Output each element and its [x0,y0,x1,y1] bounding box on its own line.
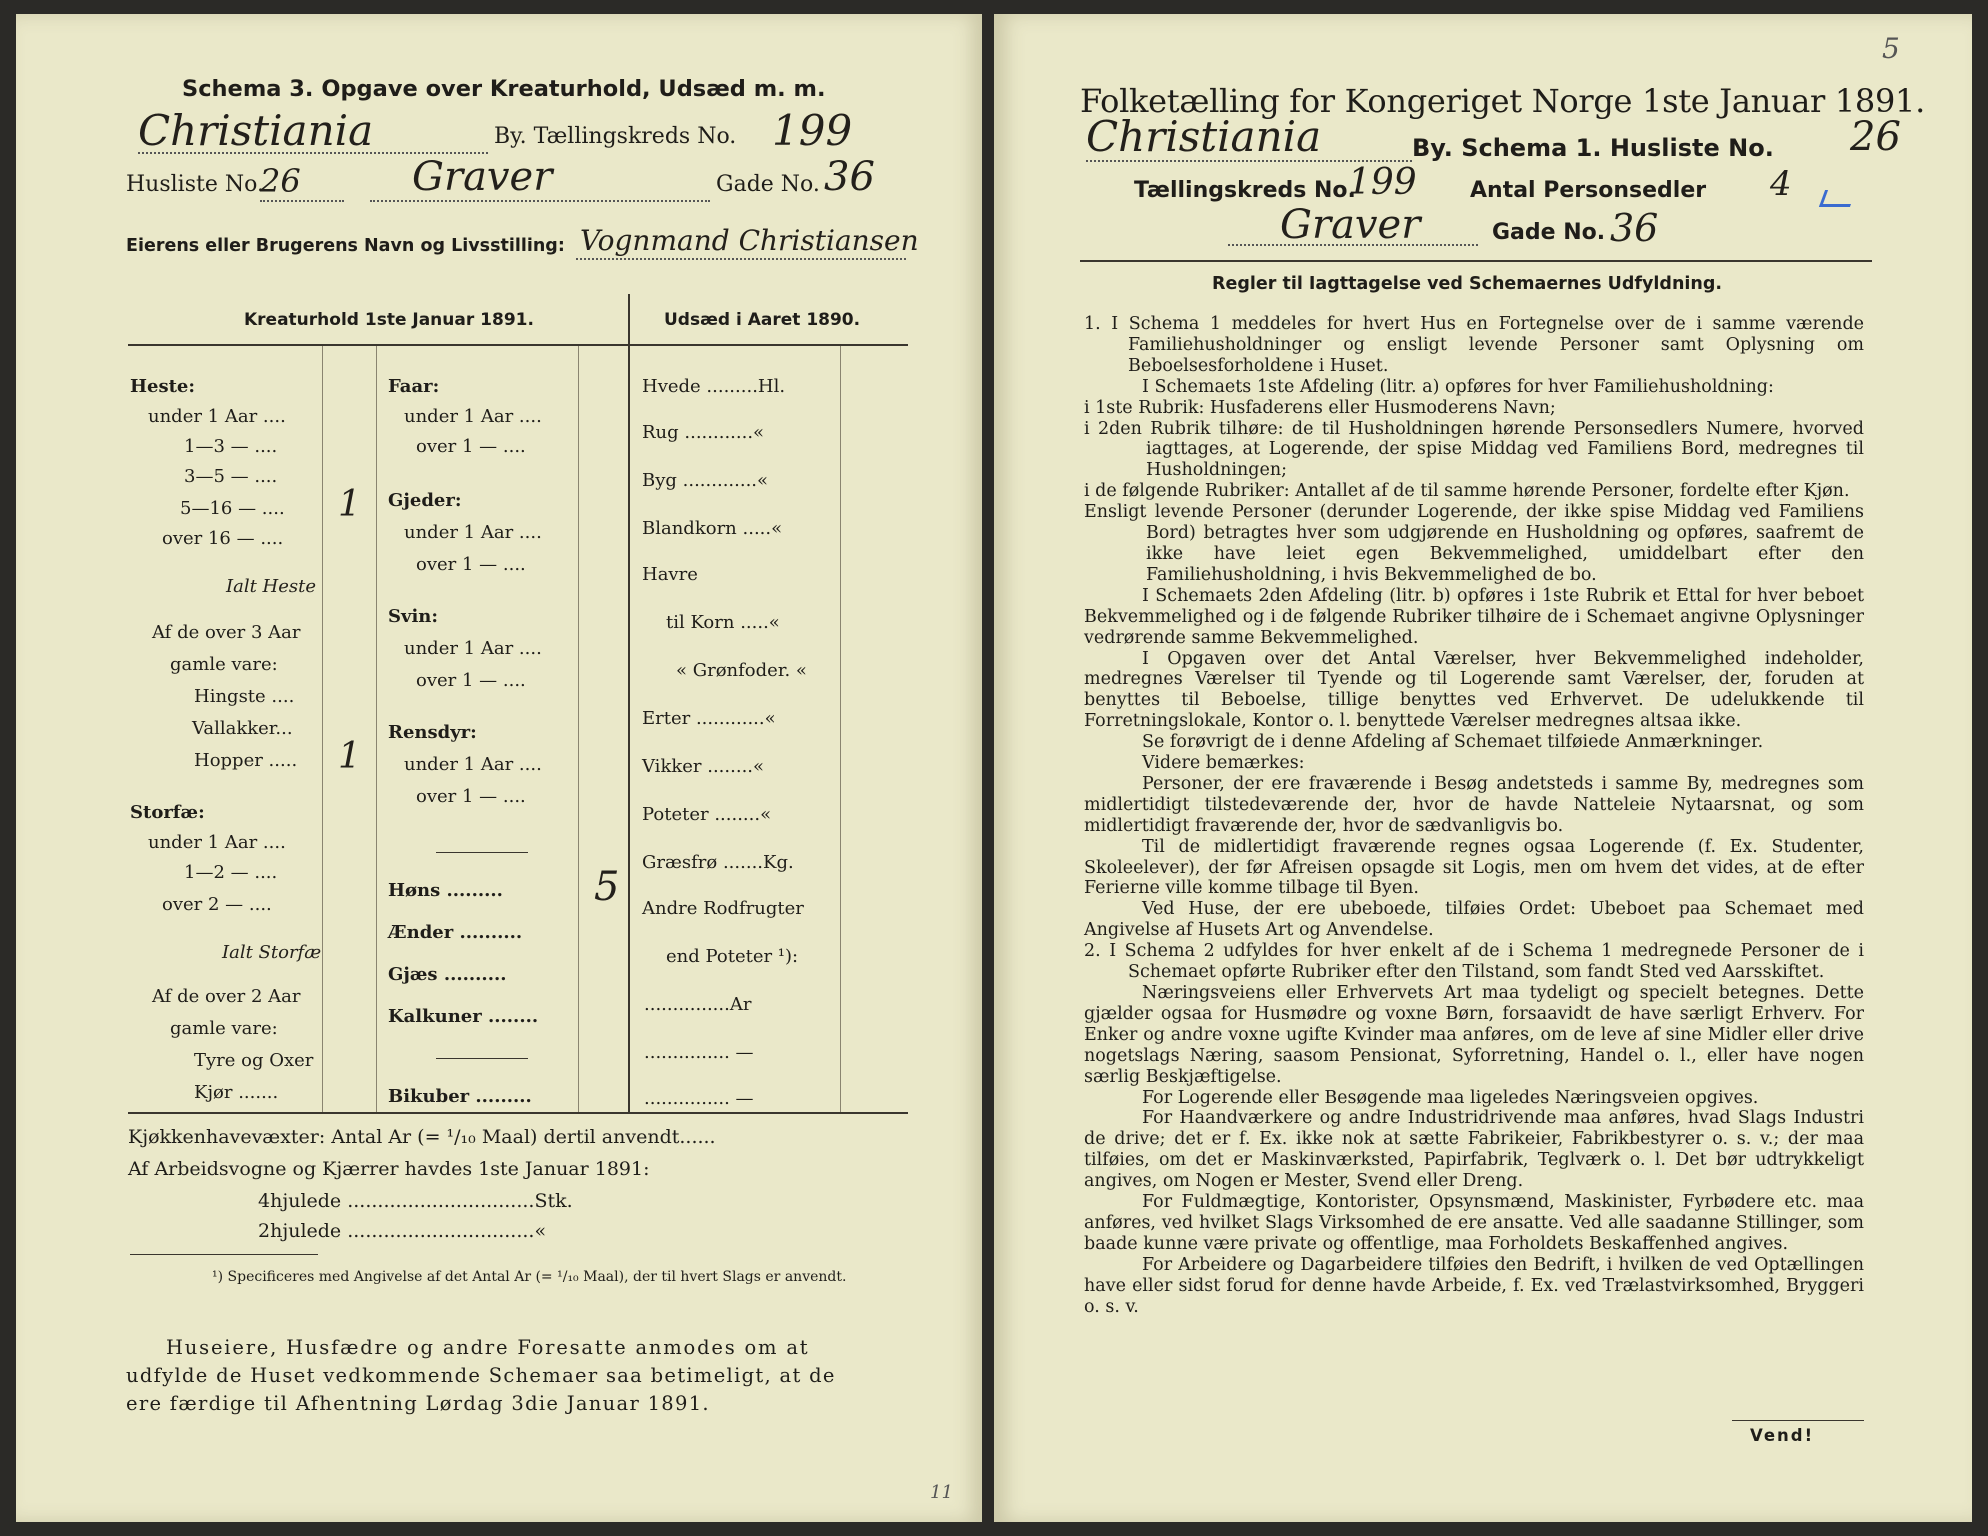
rule-paragraph: I Schemaets 2den Afdeling (litr. b) opføres i 1ste Rubrik et Ettal for hver beboet Bekvemmelighed og i de følgende Rubriker tilhøire de i Schemaet angivne Oplysninger vedrørende samme Bekvemmelighed. [1084,585,1864,648]
col3-row: Andre Rodfrugter [642,898,804,919]
rules-header: Regler til Iagttagelse ved Schemaernes Udfyldning. [1212,274,1723,294]
col2-row: over 1 — .... [416,554,526,575]
col2-row: under 1 Aar .... [404,406,542,427]
schema-husliste-label: By. Schema 1. Husliste No. [1412,134,1774,162]
rule-paragraph: For Arbeidere og Dagarbeidere tilføies den Bedrift, i hvilken de ved Optællingen have eller sidst forud for denne havde Arbeide, f. Ex. ved Trælastvirksomhed, Bryggeri o. s. v. [1084,1254,1864,1317]
col2-row: Ænder .......... [388,922,523,943]
col1-value-left-rule [322,346,323,1112]
owner-label: Eierens eller Brugerens Navn og Livsstilling: [126,236,565,256]
vend-label: Vend! [1750,1426,1815,1445]
rule-paragraph: i de følgende Rubriker: Antallet af de til samme hørende Personer, fordelte efter Kjøn. [1084,481,1850,502]
col3-row: Rug ............« [642,422,765,443]
4hjulede-line: 4hjulede ...............................Stk. [258,1190,573,1212]
rule-paragraph: I Schemaets 1ste Afdeling (litr. a) opføres for hver Familiehusholdning: [1142,376,1774,397]
rules-body [1084,314,1864,1318]
antal-personsedler-label: Antal Personsedler [1470,178,1707,203]
husliste-label: Husliste No. [126,172,264,197]
notice-line-2: udfylde de Huset vedkommende Schemaer saa betimeligt, at de [126,1364,836,1387]
husliste-dotted-line [260,200,344,202]
col2-row: under 1 Aar .... [404,754,542,775]
col3-row: end Poteter ¹): [666,946,799,967]
col3-row: ...............Ar [644,994,752,1015]
owner-handwritten: Vognmand Christiansen [580,224,919,257]
col1-row: over 16 — .... [162,528,284,549]
by-kreds-label: By. Tællingskreds No. [494,124,737,149]
rule-paragraph: Næringsveiens eller Erhvervets Art maa tydeligt og specielt betegnes. Dette gjælder ogsaa for Husmødre og voxne Børn, forsaavidt de have særligt Erhverv. For Enker og andre voxne ugifte Kvinder maa anføres, om de leve af sine Midler eller drive nogetslags Næring, saasom Pensionat, Syforretning, Handel o. l., eller have nogen særlig Beskjæftigelse. [1084,983,1864,1087]
col2-value-left-rule [578,346,579,1112]
street-dotted-line [1228,244,1478,246]
col2-row: Rensdyr: [388,722,477,743]
col1-row: Kjør ....... [194,1082,279,1103]
rule-paragraph: Videre bemærkes: [1142,753,1305,774]
udsaed-header: Udsæd i Aaret 1890. [664,310,861,330]
col1-row: 5—16 — .... [180,498,285,519]
corner-mark: 11 [930,1482,953,1503]
col2-divider [436,852,528,853]
col3-value-left-rule [840,346,841,1112]
arbeidsvogne-line: Af Arbeidsvogne og Kjærrer havdes 1ste Januar 1891: [128,1158,650,1180]
col2-row: Kalkuner ........ [388,1006,539,1027]
gade-handwritten: 36 [1610,206,1659,250]
street-handwritten: Graver [412,154,553,200]
city-handwritten: Christiania [1086,112,1322,161]
rule-paragraph: 2. I Schema 2 udfyldes for hver enkelt af de i Schema 1 medregnede Personer de i Schemaet opførte Rubriker efter den Tilstand, som fandt Sted ved Aarsskiftet. [1084,941,1864,983]
col2-row: Høns ......... [388,880,503,901]
city-handwritten: Christiania [138,106,374,155]
col3-row: Græsfrø .......Kg. [642,852,794,873]
col3-row: Poteter ........« [642,804,772,825]
kreaturhold-header: Kreaturhold 1ste Januar 1891. [244,310,534,330]
col1-row: under 1 Aar .... [148,832,286,853]
col2-row: Gjæs .......... [388,964,507,985]
col1-row: Ialt Storfæ [222,942,322,963]
col1-row: Vallakker... [192,718,293,739]
table-top-rule [128,344,908,346]
col1-row: Hingste .... [194,686,295,707]
antal-handwritten: 4 [1770,164,1792,204]
rule-paragraph: Til de midlertidigt fraværende regnes ogsaa Logerende (f. Ex. Studenter, Skoleelever), der før Afreisen opsagde sit Logis, men om hvem det vides, at de efter Ferierne ville komme tilbage til Byen. [1084,836,1864,899]
col3-row: « Grønfoder. « [676,660,807,681]
kjokkenhave-line: Kjøkkenhavevæxter: Antal Ar (= ¹/₁₀ Maal) dertil anvendt...... [128,1126,716,1148]
table-center-rule [628,294,630,1112]
blue-check-mark [1819,190,1856,207]
col2-row: Svin: [388,606,439,627]
col1-value-right-rule [376,346,377,1112]
col1-row: Storfæ: [130,802,205,823]
street-handwritten: Graver [1280,202,1421,248]
col1-row: Hopper ..... [194,750,298,771]
gade-handwritten: 36 [824,154,875,200]
left-page-schema-3 [16,14,982,1522]
col1-row: gamle vare: [170,654,278,675]
rule-paragraph: Ensligt levende Personer (derunder Logerende, der ikke spise Middag ved Familiens Bord) betragtes hver som udgjørende en Husholdning og opføres, saafremt de ikke have leiet egen Bekvemmelighed, umiddelbart efter den Familiehusholdning, i hvis Bekvemmelighed de bo. [1084,502,1864,585]
rule-paragraph: For Fuldmægtige, Kontorister, Opsynsmænd, Maskinister, Fyrbødere etc. maa anføres, ved hvilket Slags Virksomhed de ere ansatte. Ved alle saadanne Stillinger, som baade kunne være private og offentlige, maa Forholdets Beskaffenhed angives. [1084,1192,1864,1254]
schema-3-title: Schema 3. Opgave over Kreaturhold, Udsæd m. m. [182,76,826,102]
notice-line-3: ere færdige til Afhentning Lørdag 3die Januar 1891. [126,1392,710,1415]
page-number: 5 [1882,32,1900,65]
rule-paragraph: i 2den Rubrik tilhøre: de til Husholdningen hørende Personsedlers Numere, hvorved iagttages, at Logerende, der spise Middag ved Familiens Bord, medregnes til Husholdningen; [1084,418,1864,481]
gade-label: Gade No. [1492,220,1606,245]
col1-row: gamle vare: [170,1018,278,1039]
col1-row: 1—2 — .... [184,862,278,883]
census-title: Folketælling for Kongeriget Norge 1ste Januar 1891. [1080,82,1925,120]
header-rule [1080,260,1872,262]
col2-row: over 1 — .... [416,670,526,691]
col2-row: over 1 — .... [416,786,526,807]
rule-paragraph: Personer, der ere fraværende i Besøg andetsteds i samme By, medregnes som midlertidigt tilstedeværende der, hvor de havde Natteleie Nytaarsnat, og som midlertidigt fraværende der, hvor de sædvanligvis bo. [1084,773,1864,836]
hopper-handwritten: 1 [338,736,361,777]
col3-row: Havre [642,564,698,585]
street-dotted-line [370,200,710,202]
rule-paragraph: I Opgaven over det Antal Værelser, hver Bekvemmelighed indeholder, medregnes Værelser til Tyende og til Logerende samt Værelser, der, foruden at benyttes til Beboelse, tillige benyttes ved Erhvervet. De udelukkende til Forretningslokale, Kontor o. l. benyttede Værelser medregnes altsaa ikke. [1084,648,1864,732]
2hjulede-line: 2hjulede ...............................« [258,1220,547,1242]
vend-rule [1732,1420,1864,1421]
husliste-handwritten: 26 [1850,114,1901,160]
footnote-text: ¹) Specificeres med Angivelse af det Antal Ar (= ¹/₁₀ Maal), der til hvert Slags er anvendt. [212,1269,847,1285]
rule-paragraph: Se forøvrigt de i denne Afdeling af Schemaet tilføiede Anmærkninger. [1142,732,1764,753]
col3-row: ............... — [644,1042,754,1063]
col2-row: Gjeder: [388,490,462,511]
col3-row: Byg .............« [642,470,769,491]
rule-paragraph: 1. I Schema 1 meddeles for hvert Hus en Fortegnelse over de i samme værende Familiehusholdninger og ensligt levende Personer samt Oplysning om Beboelsesforholdene i Huset. [1084,314,1864,376]
col1-row: Af de over 3 Aar [152,622,301,643]
col1-row: 1—3 — .... [184,436,278,457]
col3-row: Erter ............« [642,708,776,729]
col2-divider [436,1058,528,1059]
footnote-rule [130,1254,318,1255]
col3-row: til Korn .....« [666,612,780,633]
col1-row: Ialt Heste [226,576,317,597]
right-page-schema-1 [994,14,1972,1522]
table-bottom-rule [128,1112,908,1114]
col2-row: Bikuber ......... [388,1086,532,1107]
col3-row: Blandkorn .....« [642,518,783,539]
col1-row: Af de over 2 Aar [152,986,301,1007]
col2-row: over 1 — .... [416,436,526,457]
notice-line-1: Huseiere, Husfædre og andre Foresatte anmodes om at [166,1336,810,1359]
col3-row: Vikker ........« [642,756,765,777]
col1-row: Heste: [130,376,196,397]
hons-handwritten: 5 [594,864,620,910]
gade-label: Gade No. [716,172,820,197]
col1-row: Tyre og Oxer [194,1050,314,1071]
kreds-handwritten: 199 [772,106,853,155]
rule-paragraph: For Logerende eller Besøgende maa ligeledes Næringsveien opgives. [1142,1087,1759,1108]
col2-row: Faar: [388,376,440,397]
rule-paragraph: Ved Huse, der ere ubeboede, tilføies Ordet: Ubeboet paa Schemaet med Angivelse af Husets Art og Anvendelse. [1084,899,1864,941]
col1-row: over 2 — .... [162,894,272,915]
heste-5-16-handwritten: 1 [338,484,361,525]
col2-row: under 1 Aar .... [404,638,542,659]
col2-row: under 1 Aar .... [404,522,542,543]
kreds-label: Tællingskreds No. [1134,178,1356,203]
rule-paragraph: i 1ste Rubrik: Husfaderens eller Husmoderens Navn; [1084,397,1556,418]
col1-row: under 1 Aar .... [148,406,286,427]
kreds-handwritten: 199 [1348,162,1417,203]
rule-paragraph: For Haandværkere og andre Industridrivende maa anføres, hvad Slags Industri de drive; det er f. Ex. ikke nok at sætte Fabrikeier, Fabrikbestyrer o. s. v.; der maa tilføies, om det er Maskinværksted, Papirfabrik, Teglværk o. l. Det bør udtrykkeligt angives, om Nogen er Mester, Svend eller Dreng. [1084,1108,1864,1192]
col3-row: ............... — [644,1088,754,1109]
husliste-handwritten: 26 [260,162,301,200]
owner-dotted-line [576,258,906,260]
col1-row: 3—5 — .... [184,466,278,487]
col3-row: Hvede .........Hl. [642,376,786,397]
